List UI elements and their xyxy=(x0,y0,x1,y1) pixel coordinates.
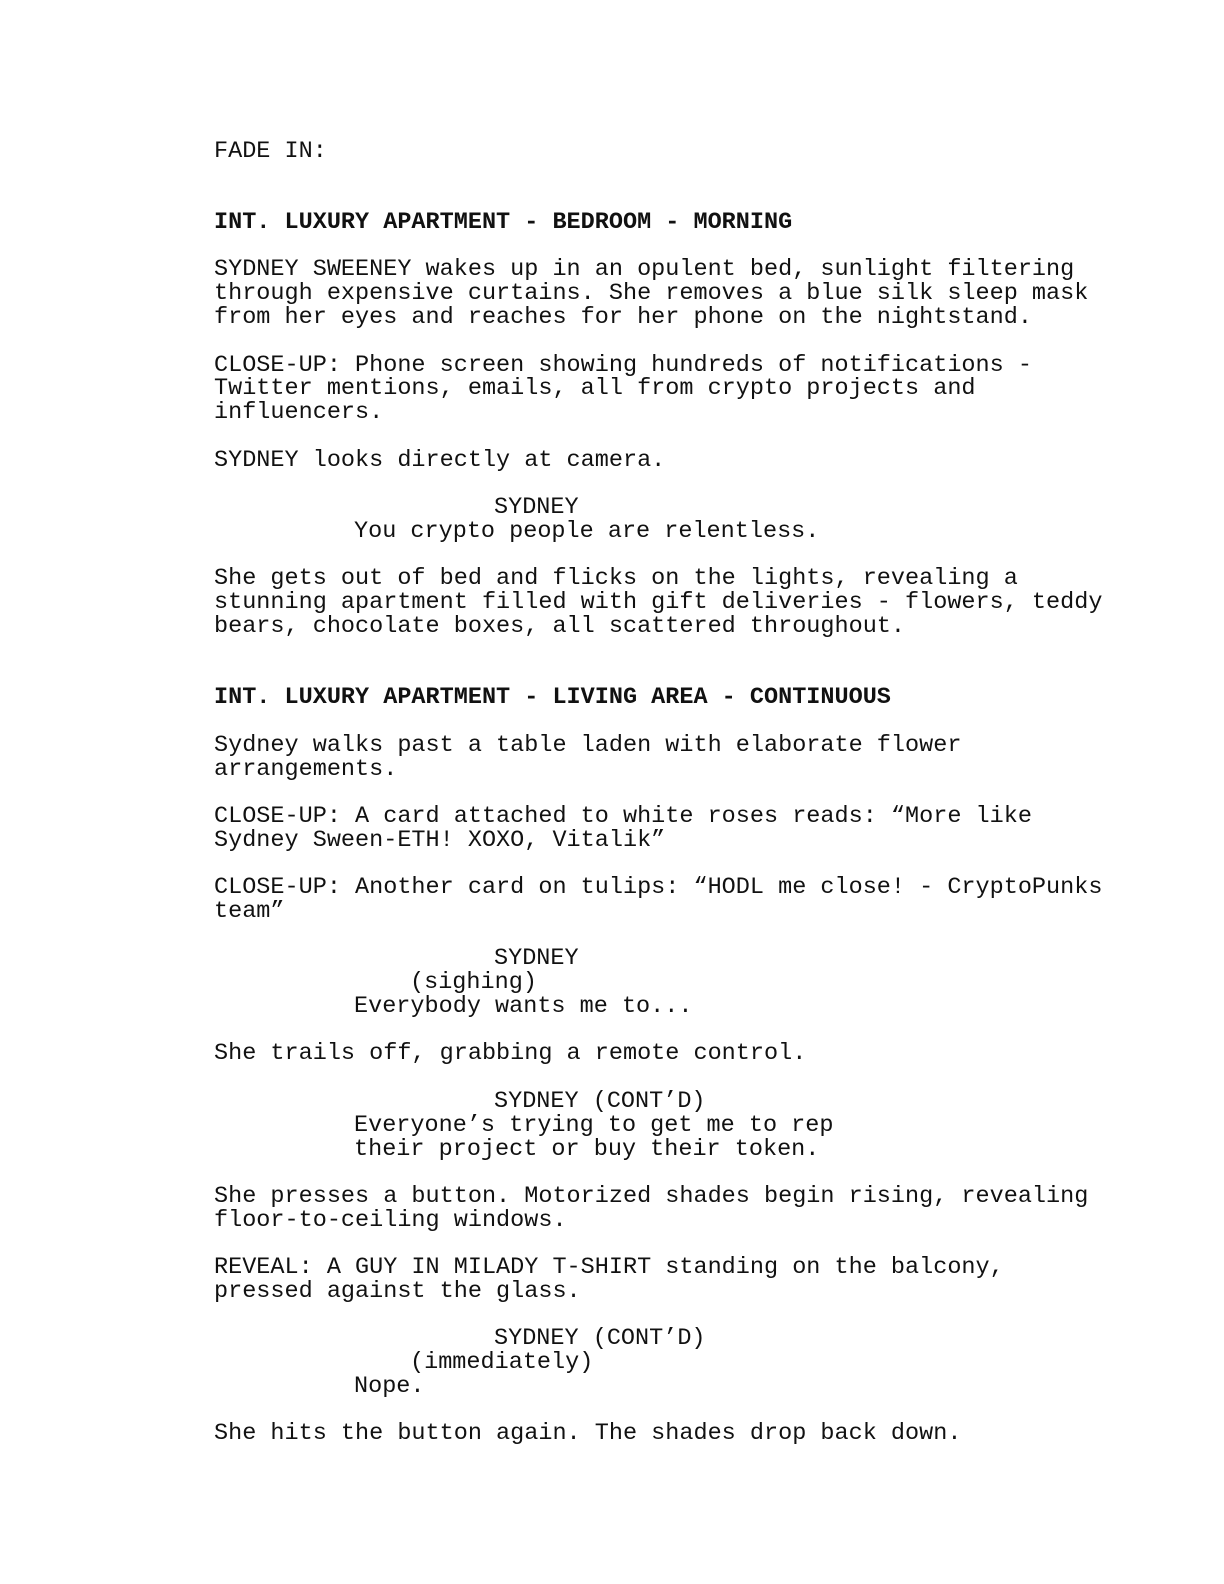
action-line: CLOSE-UP: Another card on tulips: “HODL me close! - CryptoPunks xyxy=(214,874,1103,901)
action-line: Sydney walks past a table laden with elaborate flower xyxy=(214,732,962,759)
action-line: SYDNEY looks directly at camera. xyxy=(214,447,666,474)
action-line: team” xyxy=(214,898,285,925)
scene-heading: INT. LUXURY APARTMENT - LIVING AREA - CONTINUOUS xyxy=(214,684,891,711)
action-line: She presses a button. Motorized shades begin rising, revealing xyxy=(214,1183,1089,1210)
character-name: SYDNEY xyxy=(494,945,579,972)
parenthetical: (immediately) xyxy=(410,1349,594,1376)
dialogue-line: Nope. xyxy=(354,1373,425,1400)
action-line: REVEAL: A GUY IN MILADY T-SHIRT standing on the balcony, xyxy=(214,1254,1004,1281)
action-line: CLOSE-UP: A card attached to white roses reads: “More like xyxy=(214,803,1032,830)
dialogue-line: Everyone’s trying to get me to rep xyxy=(354,1112,834,1139)
action-line: floor-to-ceiling windows. xyxy=(214,1207,567,1234)
action-line: Twitter mentions, emails, all from crypto projects and xyxy=(214,375,976,402)
action-line: pressed against the glass. xyxy=(214,1278,581,1305)
action-line: from her eyes and reaches for her phone on the nightstand. xyxy=(214,304,1032,331)
character-name: SYDNEY (CONT’D) xyxy=(494,1325,706,1352)
action-line: Sydney Sween-ETH! XOXO, Vitalik” xyxy=(214,827,666,854)
character-name: SYDNEY xyxy=(494,494,579,521)
dialogue-line: Everybody wants me to... xyxy=(354,993,693,1020)
scene-heading: INT. LUXURY APARTMENT - BEDROOM - MORNING xyxy=(214,209,793,236)
action-line: CLOSE-UP: Phone screen showing hundreds of notifications - xyxy=(214,352,1032,379)
character-name: SYDNEY (CONT’D) xyxy=(494,1088,706,1115)
parenthetical: (sighing) xyxy=(410,969,537,996)
action-line: She trails off, grabbing a remote control. xyxy=(214,1040,807,1067)
action-line: influencers. xyxy=(214,399,384,426)
action-line: through expensive curtains. She removes a blue silk sleep mask xyxy=(214,280,1089,307)
action-line: SYDNEY SWEENEY wakes up in an opulent bed, sunlight filtering xyxy=(214,256,1075,283)
transition: FADE IN: xyxy=(214,138,327,165)
dialogue-line: their project or buy their token. xyxy=(354,1136,820,1163)
action-line: bears, chocolate boxes, all scattered throughout. xyxy=(214,613,906,640)
action-line: stunning apartment filled with gift deliveries - flowers, teddy xyxy=(214,589,1103,616)
action-line: arrangements. xyxy=(214,756,398,783)
action-line: She gets out of bed and flicks on the lights, revealing a xyxy=(214,565,1018,592)
action-line: She hits the button again. The shades drop back down. xyxy=(214,1420,962,1447)
dialogue-line: You crypto people are relentless. xyxy=(354,518,820,545)
